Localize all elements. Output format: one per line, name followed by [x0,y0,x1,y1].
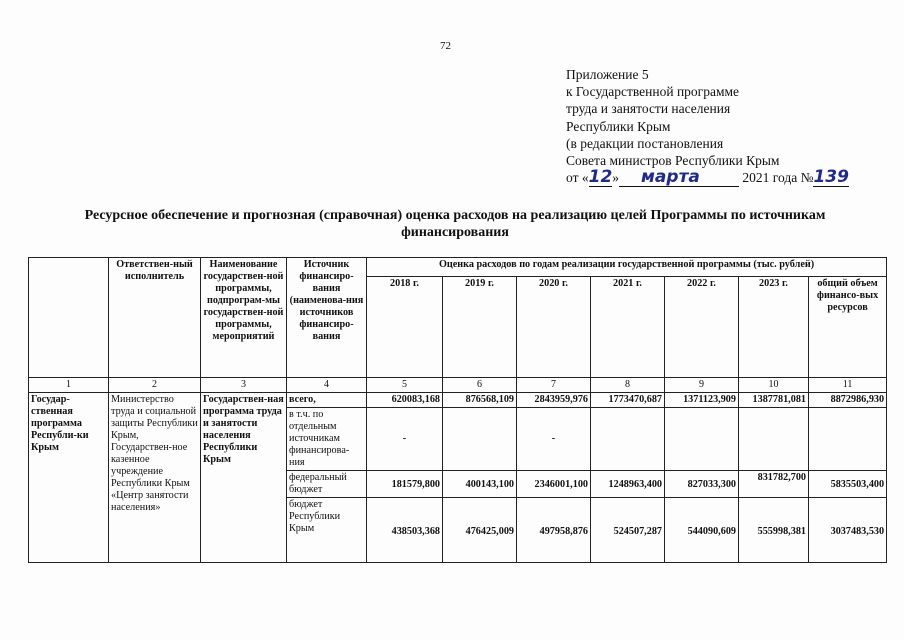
appendix-line-6: Совета министров Республики Крым [566,153,780,169]
program-cell: Государ-ственная программа Республи-ки Крым [29,393,109,563]
value-cell: 1387781,081 [739,393,809,408]
header-year-2021: 2021 г. [591,277,665,378]
column-number: 7 [517,378,591,393]
header-expense-estimate: Оценка расходов по годам реализации государственной программы (тыс. рублей) [367,258,887,277]
value-cell: 2843959,976 [517,393,591,408]
header-row-1 [29,258,887,277]
date-prefix: от « [566,170,589,186]
header-funding-source: Источник финансиро-вания (наименова-ния источников финансиро-вания [287,258,367,378]
value-cell: 497958,876 [517,498,591,563]
value-cell: 438503,368 [367,498,443,563]
column-number: 9 [665,378,739,393]
value-cell: 524507,287 [591,498,665,563]
source-cell: федеральный бюджет [287,471,367,498]
page-number: 72 [440,40,451,52]
date-year: 2021 года № [742,170,814,186]
column-number: 10 [739,378,809,393]
value-cell: 544090,609 [665,498,739,563]
value-cell: - [367,408,443,471]
column-number: 8 [591,378,665,393]
value-cell: 400143,100 [443,471,517,498]
value-cell [443,408,517,471]
appendix-line-3: труда и занятости населения [566,101,731,117]
header-total-volume: общий объем финансо-вых ресурсов [809,277,887,378]
header-year-2019: 2019 г. [443,277,517,378]
column-number: 1 [29,378,109,393]
source-cell: бюджет Республики Крым [287,498,367,563]
column-number: 4 [287,378,367,393]
value-cell: 3037483,530 [809,498,887,563]
document-title: Ресурсное обеспечение и прогнозная (справочная) оценка расходов на реализацию целей Программы по источникам финансирования [84,208,826,240]
header-program-name: Наименование государствен-ной программы, подпрограм-мы государствен-ной программы, мероприятий [201,258,287,378]
date-day-handwritten: 12 [588,167,613,188]
doc-number-handwritten: 139 [813,167,849,188]
value-cell: 827033,300 [665,471,739,498]
column-number-row [29,378,887,393]
value-cell: 1773470,687 [591,393,665,408]
value-cell: 620083,168 [367,393,443,408]
value-cell: 1371123,909 [665,393,739,408]
value-cell [809,408,887,471]
column-number: 3 [201,378,287,393]
budget-table [28,257,887,563]
value-cell: 555998,381 [739,498,809,563]
value-cell: 831782,700 [739,471,809,498]
value-cell: 5835503,400 [809,471,887,498]
appendix-line-1: Приложение 5 [566,67,649,82]
value-cell: 8872986,930 [809,393,887,408]
value-cell: 1248963,400 [591,471,665,498]
value-cell: 2346001,100 [517,471,591,498]
value-cell: - [517,408,591,471]
column-number: 6 [443,378,517,393]
value-cell: 181579,800 [367,471,443,498]
date-mid: » [612,170,620,186]
column-number: 5 [367,378,443,393]
table-row-total [29,393,887,408]
value-cell: 476425,009 [443,498,517,563]
source-cell: в т.ч. по отдельным источникам финансирова-ния [287,408,367,471]
header-year-2022: 2022 г. [665,277,739,378]
header-year-2020: 2020 г. [517,277,591,378]
header-executor: Ответствен-ный исполнитель [109,258,201,378]
appendix-line-2: к Государственной программе [566,84,740,100]
value-cell [591,408,665,471]
header-year-2018: 2018 г. [367,277,443,378]
value-cell: 876568,109 [443,393,517,408]
appendix-line-4: Республики Крым [566,118,671,134]
appendix-block [566,66,849,187]
appendix-line-5: (в редакции постановления [566,135,724,151]
value-cell [665,408,739,471]
executor-cell: Министерство труда и социальной защиты Республики Крым, Государствен-ное казенное учреждение Республики Крым «Центр занятости населения» [109,393,201,563]
header-col-1 [29,258,109,378]
program-name-cell: Государствен-ная программа труда и занятости населения Республики Крым [201,393,287,563]
value-cell [739,408,809,471]
date-month-handwritten: марта [641,167,700,188]
date-month-field [619,169,739,187]
source-cell: всего, [287,393,367,408]
column-number: 11 [809,378,887,393]
appendix-date-line [566,169,849,187]
column-number: 2 [109,378,201,393]
header-year-2023: 2023 г. [739,277,809,378]
